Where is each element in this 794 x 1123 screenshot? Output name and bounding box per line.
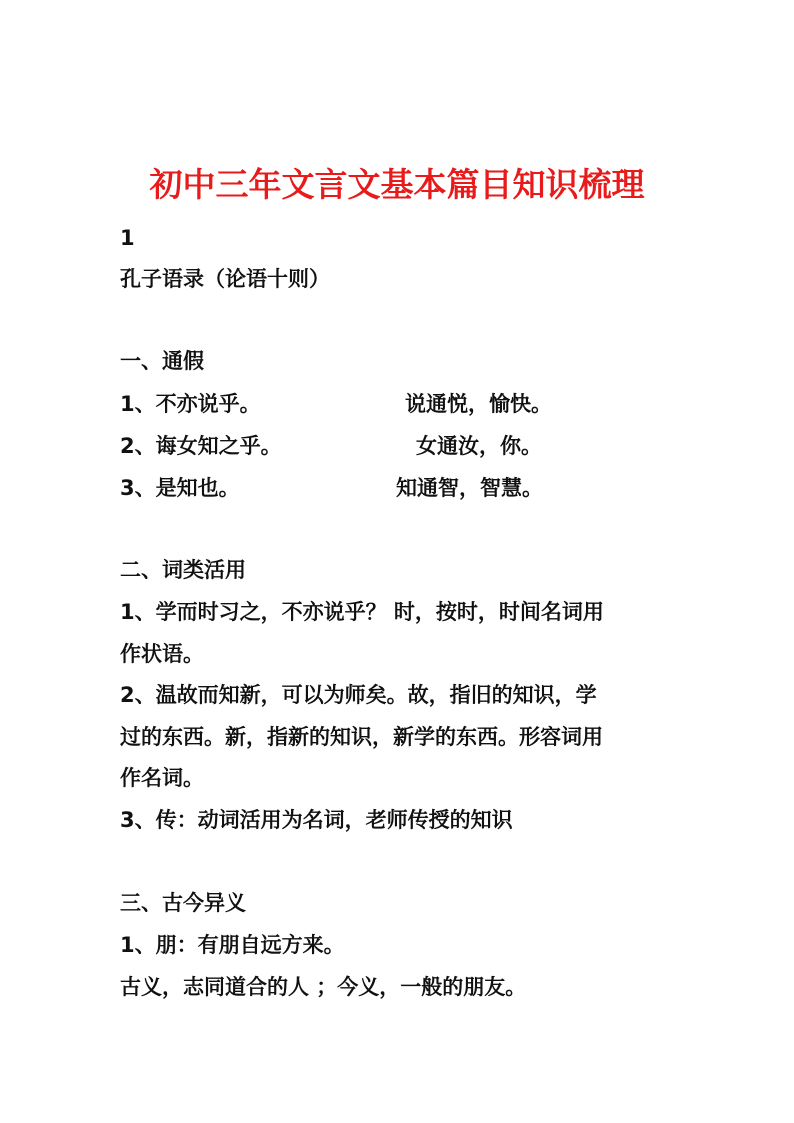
cilei-line-4: 过的东西。新，指新的知识，新学的东西。形容词用 <box>120 725 603 749</box>
cilei-line-5: 作名词。 <box>120 766 204 790</box>
tongjia-explanation-1: 说通悦，愉快。 <box>405 392 552 416</box>
tongjia-phrase-2: 2、诲女知之乎。 <box>120 434 282 458</box>
tongjia-explanation-3: 知通智，智慧。 <box>396 476 543 500</box>
document-title: 初中三年文言文基本篇目知识梳理 <box>149 165 645 204</box>
cilei-line-3: 2、温故而知新，可以为师矣。故，指旧的知识，学 <box>120 683 597 707</box>
section-heading-gujin: 三、古今异义 <box>120 891 246 915</box>
lesson-number: 1 <box>120 226 135 250</box>
tongjia-phrase-1: 1、不亦说乎。 <box>120 392 261 416</box>
lesson-title: 孔子语录（论语十则） <box>120 267 330 291</box>
cilei-line-1: 1、学而时习之，不亦说乎？ 时，按时，时间名词用 <box>120 600 604 624</box>
cilei-line-6: 3、传：动词活用为名词，老师传授的知识 <box>120 808 513 832</box>
tongjia-explanation-2: 女通汝，你。 <box>416 434 542 458</box>
section-heading-tongjia: 一、通假 <box>120 349 204 373</box>
section-heading-cilei: 二、词类活用 <box>120 558 246 582</box>
gujin-line-2: 古义，志同道合的人 ；今义，一般的朋友。 <box>120 975 527 999</box>
gujin-line-1: 1、朋：有朋自远方来。 <box>120 933 345 957</box>
tongjia-phrase-3: 3、是知也。 <box>120 476 240 500</box>
cilei-line-2: 作状语。 <box>120 642 204 666</box>
